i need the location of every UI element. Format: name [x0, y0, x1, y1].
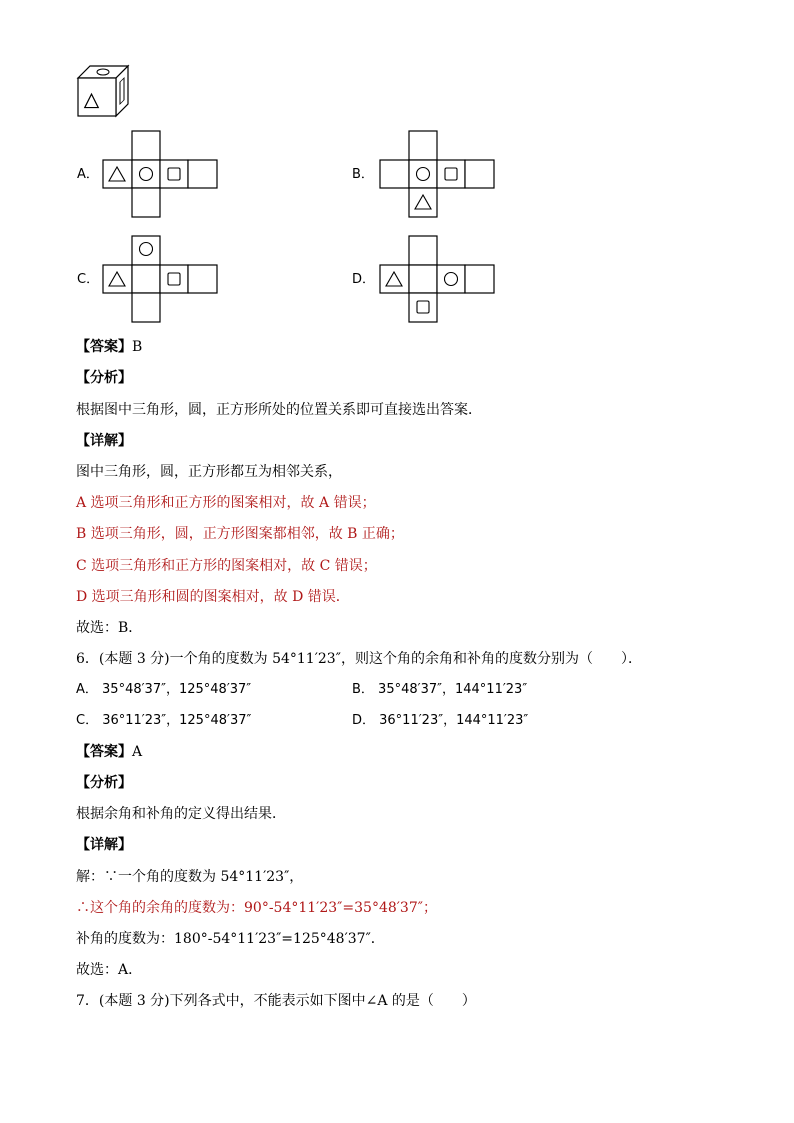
p5-answer-value: B: [132, 339, 143, 355]
option-d-label: D．: [352, 272, 376, 287]
net-option-b[interactable]: [380, 131, 495, 217]
p6-detail-line-3: 补角的度数为：180°-54°11′23″=125°48′37″．: [76, 931, 385, 947]
option-c-label: C．: [77, 272, 100, 287]
p5-analysis-head: 【分析】: [76, 370, 132, 386]
p7-question: 7．(本题 3 分)下列各式中，不能表示如下图中∠A 的是（ ）: [76, 993, 476, 1009]
p6-option-a[interactable]: A． 35°48′37″，125°48′37″: [76, 682, 252, 697]
p5-analysis-text: 根据图中三角形，圆，正方形所处的位置关系即可直接选出答案．: [76, 402, 482, 418]
option-a-label: A．: [77, 167, 99, 182]
p6-option-c[interactable]: C． 36°11′23″，125°48′37″: [76, 713, 252, 728]
p6-option-b[interactable]: B． 35°48′37″，144°11′23″: [352, 682, 528, 697]
p6-detail-line-2: ∴这个角的余角的度数为：90°-54°11′23″=35°48′37″；: [76, 900, 437, 916]
p6-analysis-head: 【分析】: [76, 775, 132, 791]
p5-detail-line-4: C 选项三角形和正方形的图案相对，故 C 错误；: [76, 558, 377, 574]
p6-detail-line-1: 解：∵一个角的度数为 54°11′23″，: [76, 869, 304, 885]
p5-detail-line-5: D 选项三角形和圆的图案相对，故 D 错误．: [76, 589, 350, 605]
p5-choose: 故选：B．: [76, 620, 143, 636]
net-option-c[interactable]: [103, 236, 218, 322]
net-option-d[interactable]: [380, 236, 495, 322]
net-option-a[interactable]: [103, 131, 218, 217]
p6-detail-head: 【详解】: [76, 837, 132, 853]
p5-answer-line: [76, 338, 142, 356]
p6-question: 6．(本题 3 分)一个角的度数为 54°11′23″，则这个角的余角和补角的度数分别为（ ）．: [76, 651, 642, 667]
p6-choose: 故选：A．: [76, 962, 143, 978]
p6-answer-value: A: [132, 744, 143, 760]
option-b-label: B．: [352, 167, 374, 182]
p5-detail-line-2: A 选项三角形和正方形的图案相对，故 A 错误；: [76, 495, 376, 511]
p5-detail-line-1: 图中三角形，圆，正方形都互为相邻关系，: [76, 464, 342, 480]
p5-detail-head: 【详解】: [76, 433, 132, 449]
p6-option-d[interactable]: D． 36°11′23″，144°11′23″: [352, 713, 529, 728]
p5-answer-head: 【答案】: [76, 339, 132, 355]
p6-answer-line: [76, 743, 142, 761]
p6-answer-head: 【答案】: [76, 744, 132, 760]
p5-detail-line-3: B 选项三角形，圆，正方形图案都相邻，故 B 正确；: [76, 526, 404, 542]
p6-analysis-text: 根据余角和补角的定义得出结果．: [76, 806, 286, 822]
cube-figure: [78, 66, 130, 118]
